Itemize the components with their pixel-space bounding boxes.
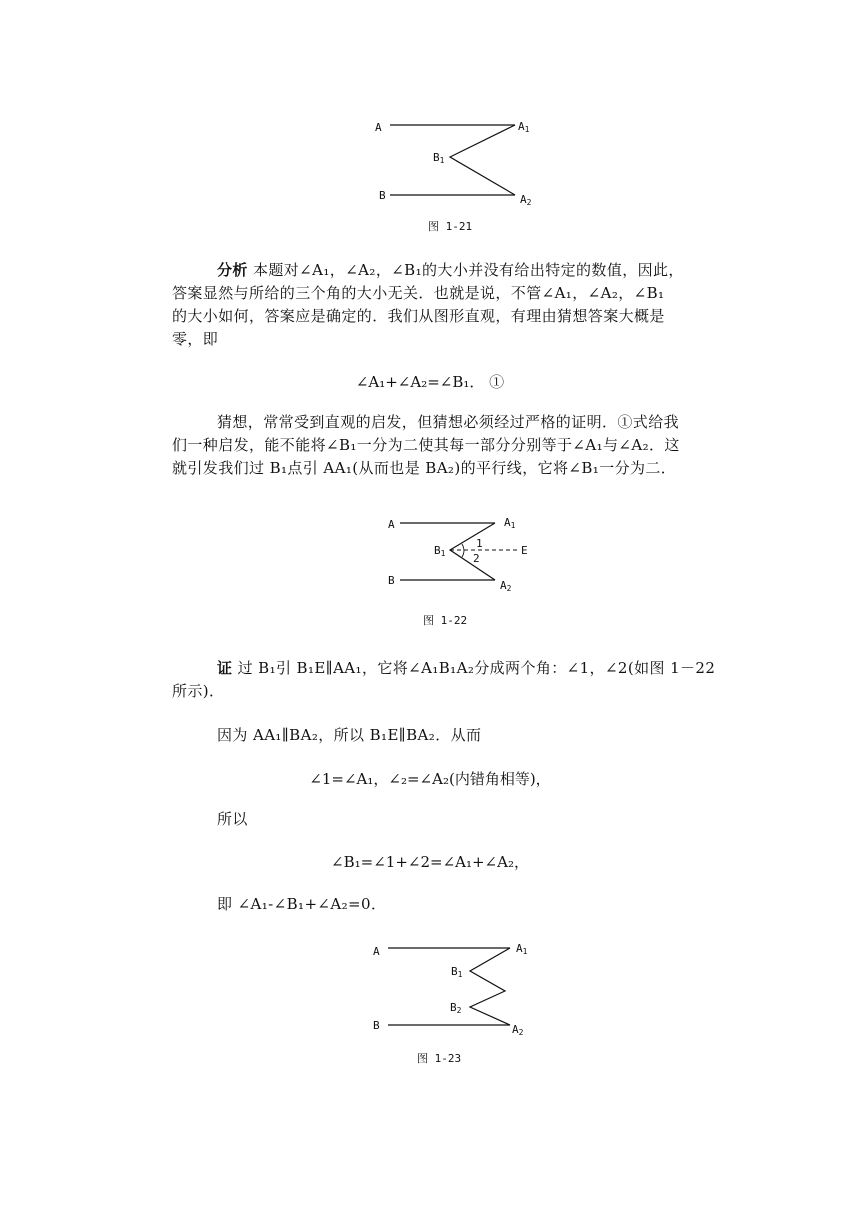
label-A2: $A_2$ <box>500 579 512 593</box>
label-angle-1: 1 <box>476 537 483 550</box>
analysis-line-1: 本题对∠A₁，∠A₂，∠B₁的大小并没有给出特定的数值，因此， <box>252 261 684 279</box>
proof-paragraph <box>172 657 732 703</box>
label-E: E <box>521 544 528 557</box>
label-A2: $A_2$ <box>520 193 532 207</box>
analysis-line-4: 零，即 <box>172 330 219 348</box>
label-A1: $A_1$ <box>516 942 528 956</box>
label-A: A <box>388 518 395 531</box>
equation-1: ∠A₁+∠A₂=∠B₁． ① <box>355 373 505 391</box>
proof-line-2: 所示)． <box>172 682 225 700</box>
analysis-paragraph <box>172 259 732 351</box>
proof-line-4: 所以 <box>217 810 248 828</box>
label-A2: $A_2$ <box>512 1023 524 1037</box>
guess-line-1: 猜想，常常受到直观的启发，但猜想必须经过严格的证明．①式给我 <box>217 413 680 431</box>
label-A: A <box>373 945 380 958</box>
guess-line-3: 就引发我们过 B₁点引 AA₁(从而也是 BA₂)的平行线，它将∠B₁一分为二． <box>172 459 677 477</box>
label-A1: $A_1$ <box>518 120 530 134</box>
guess-line-2: 们一种启发，能不能将∠B₁一分为二使其每一部分分别等于∠A₁与∠A₂．这 <box>172 436 680 454</box>
figure-1-21-caption: 图 1-21 <box>428 220 473 233</box>
label-angle-2: 2 <box>473 552 480 565</box>
label-A: A <box>375 121 382 134</box>
figure-1-23 <box>365 935 545 1045</box>
equation-3: ∠B₁=∠1+∠2=∠A₁+∠A₂， <box>331 853 529 871</box>
proof-conclusion <box>172 893 732 916</box>
label-B2: $B_2$ <box>450 1001 462 1015</box>
label-B: B <box>388 574 395 587</box>
proof-line-5: 即 ∠A₁-∠B₁+∠A₂=0． <box>217 895 387 913</box>
analysis-heading: 分析 <box>217 261 248 279</box>
figure-1-22-caption: 图 1-22 <box>423 614 468 627</box>
analysis-line-2: 答案显然与所给的三个角的大小无关．也就是说，不管∠A₁，∠A₂，∠B₁ <box>172 284 665 302</box>
label-B1: $B_1$ <box>451 965 463 979</box>
proof-line-1: 过 B₁引 B₁E∥AA₁，它将∠A₁B₁A₂分成两个角：∠1，∠2(如图 1－22 <box>237 659 716 677</box>
figure-1-22 <box>380 510 540 600</box>
proof-therefore <box>172 808 732 831</box>
proof-line-3: 因为 AA₁∥BA₂，所以 B₁E∥BA₂．从而 <box>217 726 482 744</box>
proof-heading: 证 <box>217 659 233 677</box>
figure-1-23-caption: 图 1-23 <box>417 1052 462 1065</box>
equation-2: ∠1=∠A₁，∠₂=∠A₂(内错角相等)， <box>309 770 551 788</box>
label-B1: $B_1$ <box>433 151 445 165</box>
analysis-line-3: 的大小如何，答案应是确定的．我们从图形直观，有理由猜想答案大概是 <box>172 307 665 325</box>
proof-because <box>172 724 732 747</box>
label-B1: $B_1$ <box>434 544 446 558</box>
label-A1: $A_1$ <box>504 516 516 530</box>
figure-1-21 <box>370 115 550 235</box>
label-B: B <box>379 189 386 202</box>
label-B: B <box>373 1019 380 1032</box>
guess-paragraph <box>172 411 732 480</box>
figure-1-22-diagram <box>380 510 540 600</box>
